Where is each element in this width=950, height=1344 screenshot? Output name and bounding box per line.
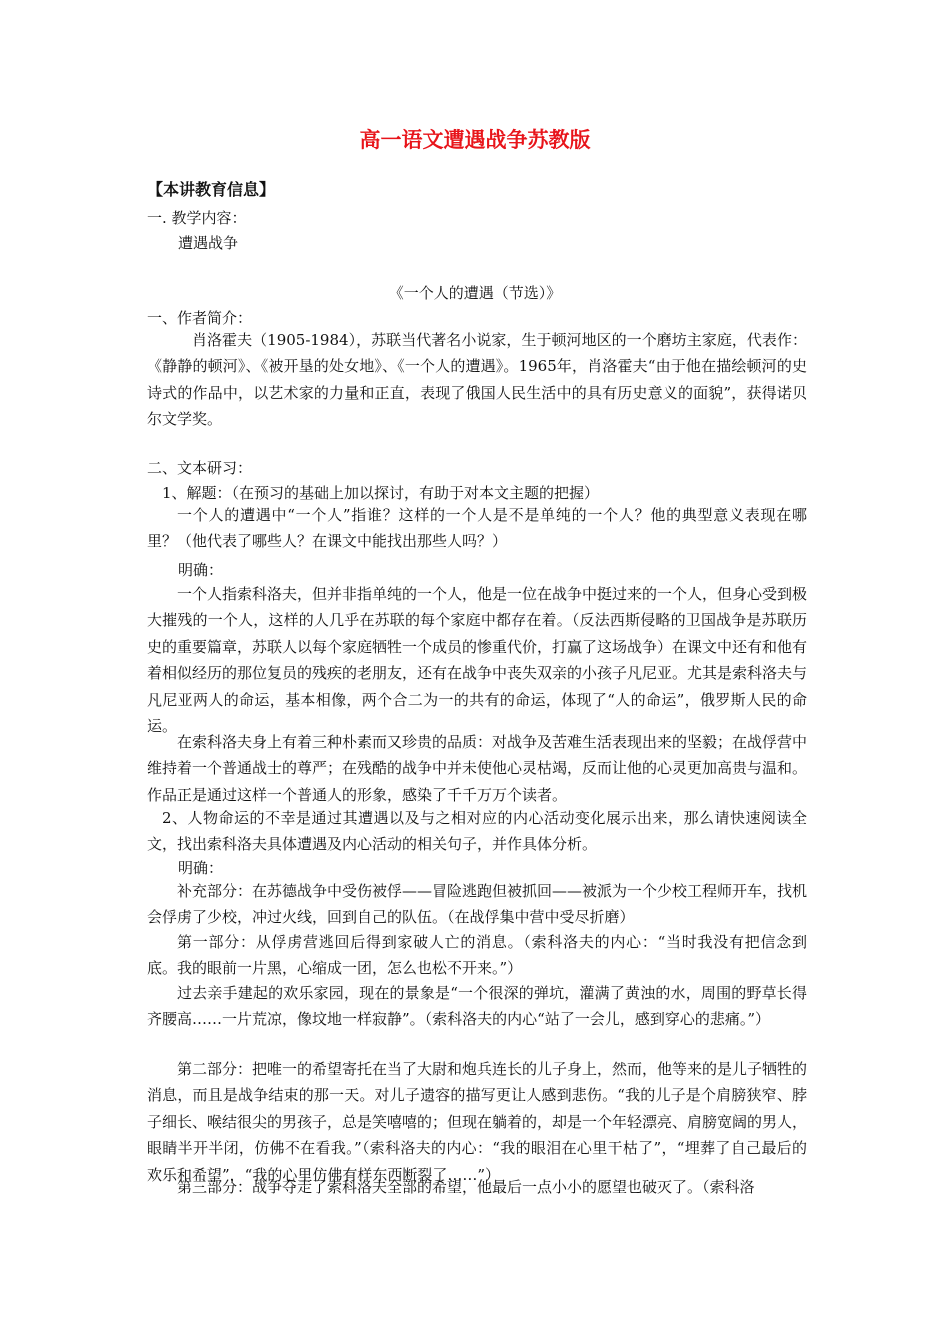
- part1b-paragraph: 过去亲手建起的欢乐家园，现在的景象是“一个很深的弹坑，灌满了黄浊的水，周围的野草长得齐腰高……一片荒凉，像坟地一样寂静”。（索科洛夫的内心“站了一会儿，感到穿心的悲痛。”）: [147, 984, 807, 1029]
- teaching-heading: 一. 教学内容：: [147, 209, 247, 227]
- answer1-paragraph1: 一个人指索科洛夫，但并非指单纯的一个人，他是一位在战争中挺过来的一个人，但身心受到极大摧残的一个人，这样的人几乎在苏联的每个家庭中都存在着。（反法西斯侵略的卫国战争是苏联历史的重要篇章，苏联人以每个家庭牺牲一个成员的惨重代价，打赢了这场战争）在课文中还有和他有着相似经历的那位复员的残疾的老朋友，还有在战争中丧失双亲的小孩子凡尼亚。尤其是索科洛夫与凡尼亚两人的命运，基本相像，两个合二为一的共有的命运，体现了“人的命运”，俄罗斯人民的命运。: [147, 585, 808, 736]
- teaching-content: 遭遇战争: [178, 234, 239, 252]
- q1-heading: 1、解题：（在预习的基础上加以探讨，有助于对本文主题的把握）: [162, 484, 600, 502]
- clarify-label-2: 明确：: [178, 859, 224, 877]
- part2-paragraph: 第二部分：把唯一的希望寄托在当了大尉和炮兵连长的儿子身上，然而，他等来的是儿子牺牲的消息，而且是战争结束的那一天。对儿子遗容的描写更让人感到悲伤。“我的儿子是个肩膀狭窄、脖子细长、喉结很尖的男孩子，总是笑嘻嘻的；但现在躺着的，却是一个年轻漂亮、肩膀宽阔的男人，眼睛半开半闭，仿佛不在看我。”（索科洛夫的内心：“我的眼泪在心里干枯了”，“埋葬了自己最后的欢乐和希望”，“我的心里仿佛有样东西断裂了……”）: [147, 1060, 808, 1184]
- part1-paragraph: 第一部分：从俘虏营逃回后得到家破人亡的消息。（索科洛夫的内心：“当时我没有把信念到底。我的眼前一片黑，心缩成一团，怎么也松不开来。”）: [147, 933, 807, 978]
- question2: 2、人物命运的不幸是通过其遭遇以及与之相对应的内心活动变化展示出来，那么请快速阅读全文，找出索科洛夫具体遭遇及内心活动的相关句子，并作具体分析。: [147, 809, 807, 854]
- document-title: 高一语文遭遇战争苏教版: [359, 128, 591, 152]
- author-paragraph: 肖洛霍夫（1905-1984），苏联当代著名小说家，生于顿河地区的一个磨坊主家庭，代表作：《静静的顿河》、《被开垦的处女地》、《一个人的遭遇》。1965年，肖洛霍夫“由于他在描绘顿河的史诗式的作品中，以艺术家的力量和正直，表现了俄国人民生活中的具有历史意义的面貌”，获得诺贝尔文学奖。: [147, 331, 807, 429]
- answer1-paragraph2: 在索科洛夫身上有着三种朴素而又珍贵的品质：对战争及苦难生活表现出来的坚毅；在战俘营中维持着一个普通战士的尊严；在残酷的战争中并未使他心灵枯竭，反而让他的心灵更加高贵与温和。作品正是通过这样一个普通人的形象，感染了千千万万个读者。: [147, 733, 808, 804]
- section-header: 【本讲教育信息】: [147, 180, 276, 199]
- author-heading: 一、作者简介：: [147, 309, 253, 327]
- part3-paragraph: 第三部分：战争夺走了索科洛夫全部的希望，他最后一点小小的愿望也破灭了。（索科洛: [177, 1178, 755, 1196]
- study-heading: 二、文本研习：: [147, 459, 253, 477]
- q1-question: 一个人的遭遇中“一个人”指谁？这样的一个人是不是单纯的一个人？他的典型意义表现在哪里？（他代表了哪些人？在课文中能找出那些人吗？）: [147, 506, 807, 551]
- supplement-paragraph: 补充部分：在苏德战争中受伤被俘——冒险逃跑但被抓回——被派为一个少校工程师开车，找机会俘虏了少校，冲过火线，回到自己的队伍。（在战俘集中营中受尽折磨）: [147, 882, 808, 927]
- clarify-label-1: 明确：: [178, 561, 224, 579]
- text-title: 《一个人的遭遇（节选）》: [388, 284, 562, 302]
